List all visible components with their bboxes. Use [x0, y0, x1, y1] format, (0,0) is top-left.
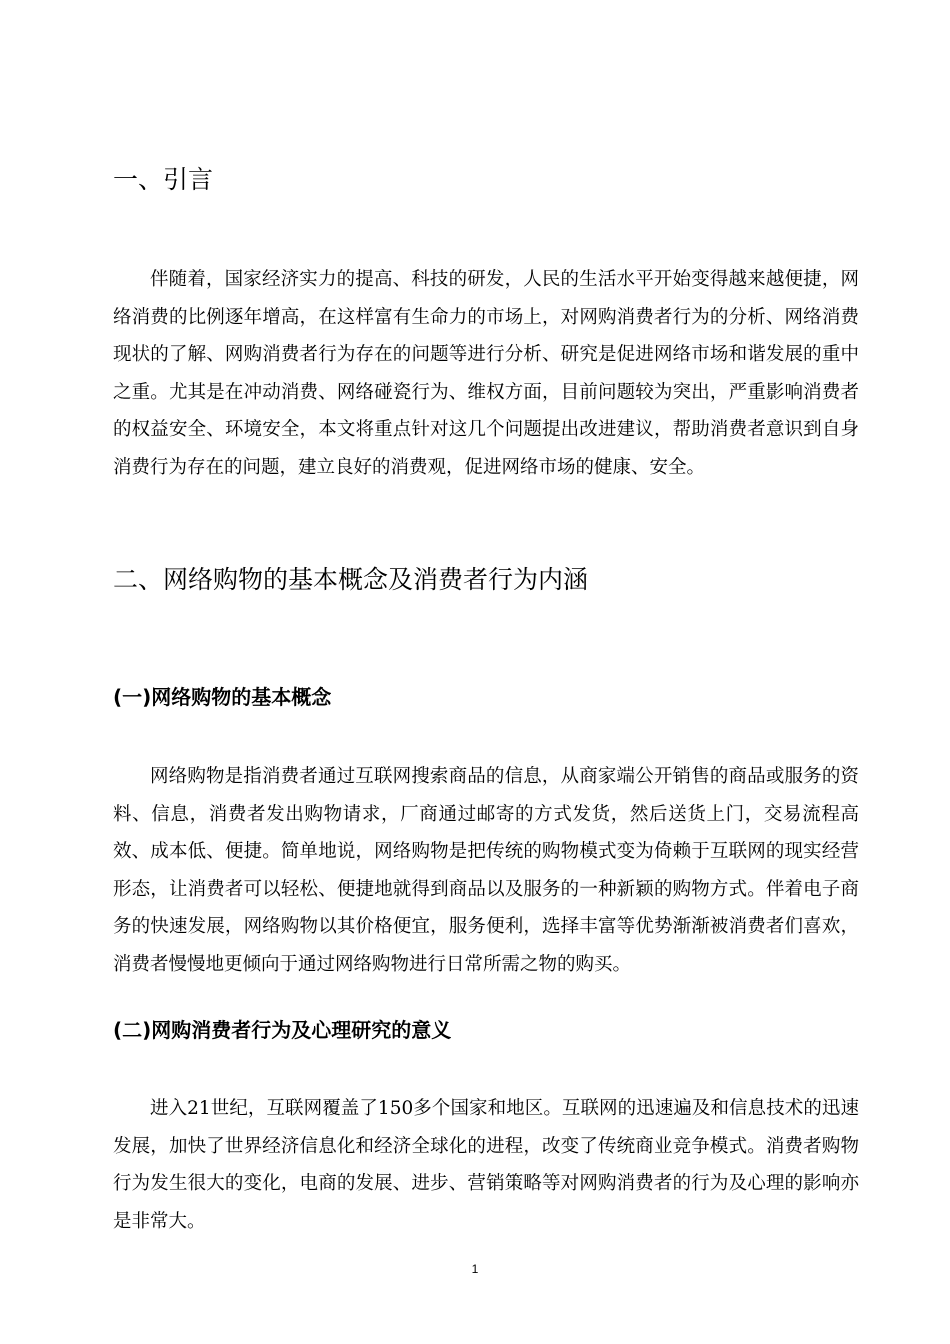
subsection-heading-basic-concept: (一)网络购物的基本概念 [113, 685, 332, 709]
page-number: 1 [471, 1262, 479, 1276]
basic-concept-paragraph: 网络购物是指消费者通过互联网搜索商品的信息，从商家端公开销售的商品或服务的资料、信息，消费者发出购物请求，厂商通过邮寄的方式发货，然后送货上门，交易流程高效、成本低、便捷。简单地说，网络购物是把传统的购物模式变为倚赖于互联网的现实经营形态，让消费者可以轻松、便捷地就得到商品以及服务的一种新颖的购物方式。伴着电子商务的快速发展，网络购物以其价格便宜，服务便利，选择丰富等优势渐渐被消费者们喜欢，消费者慢慢地更倾向于通过网络购物进行日常所需之物的购买。 [113, 766, 859, 975]
introduction-paragraph: 伴随着，国家经济实力的提高、科技的研发，人民的生活水平开始变得越来越便捷，网络消费的比例逐年增高，在这样富有生命力的市场上，对网购消费者行为的分析、网络消费现状的了解、网购消费者行为存在的问题等进行分析、研究是促进网络市场和谐发展的重中之重。尤其是在冲动消费、网络碰瓷行为、维权方面，目前问题较为突出，严重影响消费者的权益安全、环境安全，本文将重点针对这几个问题提出改进建议，帮助消费者意识到自身消费行为存在的问题，建立良好的消费观，促进网络市场的健康、安全。 [113, 269, 859, 478]
subsection-heading-research-significance: (二)网购消费者行为及心理研究的意义 [113, 1018, 452, 1042]
research-significance-paragraph: 进入21世纪，互联网覆盖了150多个国家和地区。互联网的迅速遍及和信息技术的迅速发展，加快了世界经济信息化和经济全球化的进程，改变了传统商业竞争模式。消费者购物行为发生很大的变化，电商的发展、进步、营销策略等对网购消费者的行为及心理的影响亦是非常大。 [113, 1098, 859, 1232]
section-heading-introduction: 一、引言 [113, 165, 214, 194]
section-heading-online-shopping: 二、网络购物的基本概念及消费者行为内涵 [113, 565, 589, 594]
